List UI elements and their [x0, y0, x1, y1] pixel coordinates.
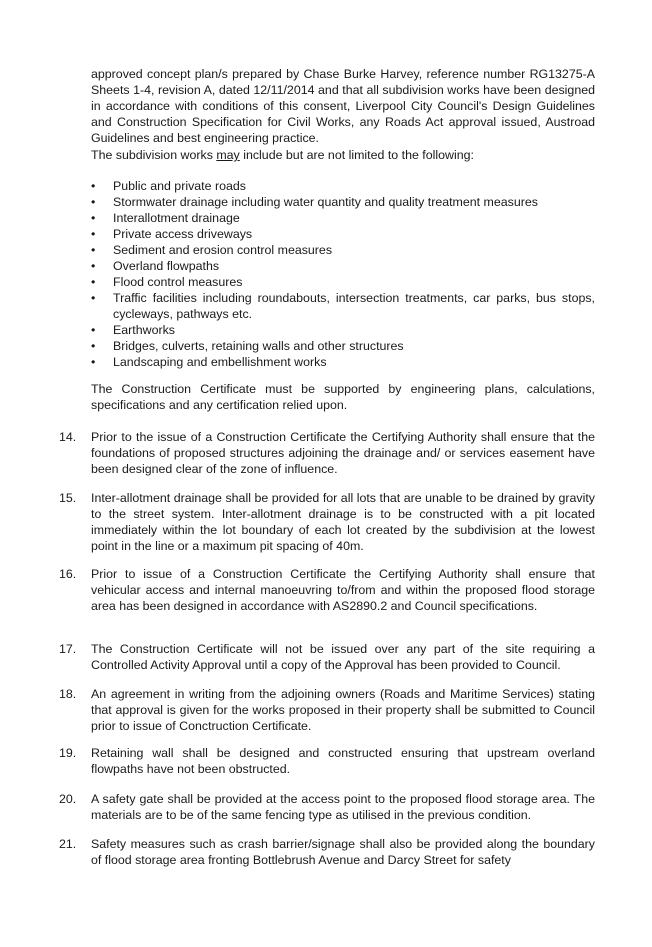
list-item-text: Private access driveways	[113, 227, 253, 241]
condition-text: An agreement in writing from the adjoining owners (Roads and Maritime Services) stating that approval is given for the works proposed in their property shall be submitted to Council prior to issue of Conctruction Certificate.	[91, 687, 595, 733]
condition-number: 15.	[59, 491, 77, 505]
condition-number: 17.	[59, 642, 77, 656]
list-item	[91, 194, 595, 210]
bullet-icon: •	[91, 179, 96, 193]
condition-text: Prior to issue of a Construction Certificate the Certifying Authority shall ensure that vehicular access and internal manoeuvring to/from and within the proposed flood storage area has been designed in accordance with AS2890.2 and Council specifications.	[91, 567, 595, 613]
condition-item	[59, 791, 595, 823]
subdivision-lead-before: The subdivision works	[91, 148, 217, 162]
subdivision-works-list	[91, 178, 595, 370]
list-item	[91, 258, 595, 274]
list-item	[91, 226, 595, 242]
list-item-text: Traffic facilities including roundabouts, intersection treatments, car parks, bus stops, cycleways, pathways etc.	[113, 291, 595, 321]
bullet-icon: •	[91, 339, 96, 353]
bullet-icon: •	[91, 291, 96, 305]
condition-text: The Construction Certificate will not be issued over any part of the site requiring a Controlled Activity Approval until a copy of the Approval has been provided to Council.	[91, 642, 595, 672]
condition-item	[59, 836, 595, 868]
list-item-text: Earthworks	[113, 323, 175, 337]
list-item-text: Overland flowpaths	[113, 259, 220, 273]
bullet-icon: •	[91, 259, 96, 273]
list-item	[91, 354, 595, 370]
list-item	[91, 290, 595, 322]
condition-text: Retaining wall shall be designed and constructed ensuring that upstream overland flowpaths have not been obstructed.	[91, 746, 595, 776]
subdivision-lead-underlined: may	[216, 148, 240, 162]
list-item-text: Bridges, culverts, retaining walls and other structures	[113, 339, 404, 353]
condition-number: 19.	[59, 746, 77, 760]
condition-item	[59, 429, 595, 477]
construction-certificate-paragraph: The Construction Certificate must be supported by engineering plans, calculations, specifications and any certification relied upon.	[91, 382, 595, 412]
subdivision-lead-after: include but are not limited to the following:	[239, 148, 474, 162]
list-item	[91, 242, 595, 258]
list-item-text: Landscaping and embellishment works	[113, 355, 327, 369]
list-item	[91, 322, 595, 338]
condition-text: Prior to the issue of a Construction Certificate the Certifying Authority shall ensure that the foundations of proposed structures adjoining the drainage and/ or services easement have been designed clear of the zone of influence.	[91, 430, 595, 476]
bullet-icon: •	[91, 243, 96, 257]
list-item-text: Flood control measures	[113, 275, 243, 289]
condition-number: 18.	[59, 687, 77, 701]
list-item	[91, 178, 595, 194]
condition-item	[59, 490, 595, 554]
bullet-icon: •	[91, 227, 96, 241]
subdivision-lead	[91, 147, 595, 163]
bullet-icon: •	[91, 195, 96, 209]
list-item-text: Interallotment drainage	[113, 211, 240, 225]
condition-number: 14.	[59, 430, 77, 444]
list-item-text: Stormwater drainage including water quantity and quality treatment measures	[113, 195, 538, 209]
list-item-text: Public and private roads	[113, 179, 246, 193]
list-item	[91, 338, 595, 354]
condition-item	[59, 566, 595, 614]
list-item-text: Sediment and erosion control measures	[113, 243, 333, 257]
condition-item	[59, 641, 595, 673]
condition-text: Safety measures such as crash barrier/signage shall also be provided along the boundary of flood storage area fronting Bottlebrush Avenue and Darcy Street for safety	[91, 837, 595, 867]
condition-item	[59, 686, 595, 734]
condition-text: Inter-allotment drainage shall be provided for all lots that are unable to be drained by gravity to the street system. Inter-allotment drainage is to be constructed with a pit located immediately within the lot boundary of each lot created by the subdivision at the lowest point in the line or a maximum pit spacing of 40m.	[91, 491, 595, 553]
condition-number: 20.	[59, 792, 77, 806]
bullet-icon: •	[91, 275, 96, 289]
condition-item	[59, 745, 595, 777]
bullet-icon: •	[91, 355, 96, 369]
condition-text: A safety gate shall be provided at the access point to the proposed flood storage area. The materials are to be of the same fencing type as utilised in the previous condition.	[91, 792, 595, 822]
condition-number: 16.	[59, 567, 77, 581]
list-item	[91, 210, 595, 226]
bullet-icon: •	[91, 211, 96, 225]
list-item	[91, 274, 595, 290]
condition-number: 21.	[59, 837, 77, 851]
intro-paragraph: approved concept plan/s prepared by Chase Burke Harvey, reference number RG13275-A Sheets 1-4, revision A, dated 12/11/2014 and that all subdivision works have been designed in accordance with conditions of this consent, Liverpool City Council's Design Guidelines and Construction Specification for Civil Works, any Roads Act approval issued, Austroad Guidelines and best engineering practice.	[91, 67, 595, 145]
bullet-icon: •	[91, 323, 96, 337]
